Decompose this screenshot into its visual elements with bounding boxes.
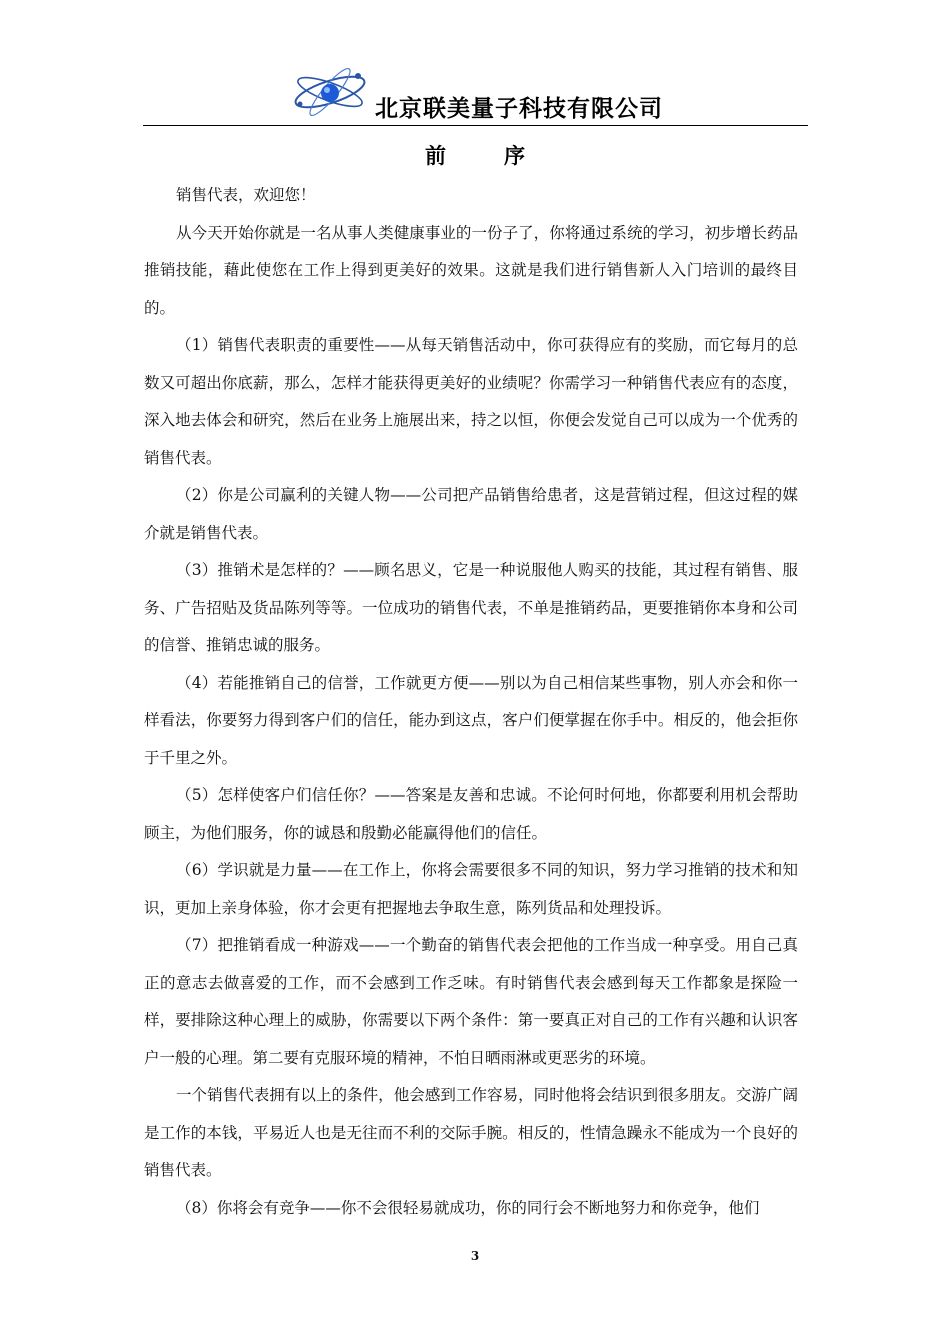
- paragraph-greeting: 销售代表，欢迎您！: [176, 186, 316, 204]
- paragraph-item-3: （3）推销术是怎样的？——顾名思义，它是一种说服他人购买的技能，其过程有销售、服务、广告招贴及货品陈列等等。一位成功的销售代表，不单是推销药品，更要推销你本身和公司的信誉、推销忠诚的服务。: [144, 561, 798, 654]
- paragraph-item-5: （5）怎样使客户们信任你？——答案是友善和忠诚。不论何时何地，你都要利用机会帮助顾主，为他们服务，你的诚恳和殷勤必能赢得他们的信任。: [144, 786, 798, 842]
- paragraph-item-8: （8）你将会有竞争——你不会很轻易就成功，你的同行会不断地努力和你竞争，他们: [176, 1198, 760, 1217]
- paragraph-item-2: （2）你是公司赢利的关键人物——公司把产品销售给患者，这是营销过程，但这过程的媒介就是销售代表。: [144, 486, 798, 542]
- page-title-char-2: 序: [504, 144, 525, 168]
- atom-orbit-logo-icon: [290, 60, 372, 122]
- paragraph-item-1: （1）销售代表职责的重要性——从每天销售活动中，你可获得应有的奖励，而它每月的总数又可超出你底薪，那么，怎样才能获得更美好的业绩呢？你需学习一种销售代表应有的态度，深入地去体会和研究，然后在业务上施展出来，持之以恒，你便会发觉自己可以成为一个优秀的销售代表。: [144, 336, 798, 467]
- paragraph-item-7: （7）把推销看成一种游戏——一个勤奋的销售代表会把他的工作当成一种享受。用自己真正的意志去做喜爱的工作，而不会感到工作乏味。有时销售代表会感到每天工作都象是探险一样，要排除这种心理上的威胁，你需要以下两个条件：第一要真正对自己的工作有兴趣和认识客户一般的心理。第二要有克服环境的精神，不怕日晒雨淋或更恶劣的环境。: [144, 936, 798, 1067]
- paragraph-intro: 从今天开始你就是一名从事人类健康事业的一份子了，你将通过系统的学习，初步增长药品推销技能，藉此使您在工作上得到更美好的效果。这就是我们进行销售新人入门培训的最终目的。: [144, 223, 798, 317]
- company-name: 北京联美量子科技有限公司: [375, 96, 663, 122]
- page-title-char-1: 前: [425, 144, 446, 168]
- page-number: 3: [470, 1249, 480, 1263]
- header-rule: [143, 125, 808, 126]
- paragraph-item-4: （4）若能推销自己的信誉，工作就更方便——别以为自己相信某些事物，别人亦会和你一样看法，你要努力得到客户们的信任，能办到这点，客户们便掌握在你手中。相反的，他会拒你于千里之外。: [144, 673, 798, 767]
- paragraph-item-7-continued: 一个销售代表拥有以上的条件，他会感到工作容易，同时他将会结识到很多朋友。交游广阔是工作的本钱，平易近人也是无往而不利的交际手腕。相反的，性情急躁永不能成为一个良好的销售代表。: [144, 1086, 798, 1179]
- page-title: [0, 140, 950, 170]
- paragraph-item-6: （6）学识就是力量——在工作上，你将会需要很多不同的知识，努力学习推销的技术和知识，更加上亲身体验，你才会更有把握地去争取生意，陈列货品和处理投诉。: [144, 861, 798, 917]
- body-text: [144, 177, 798, 1227]
